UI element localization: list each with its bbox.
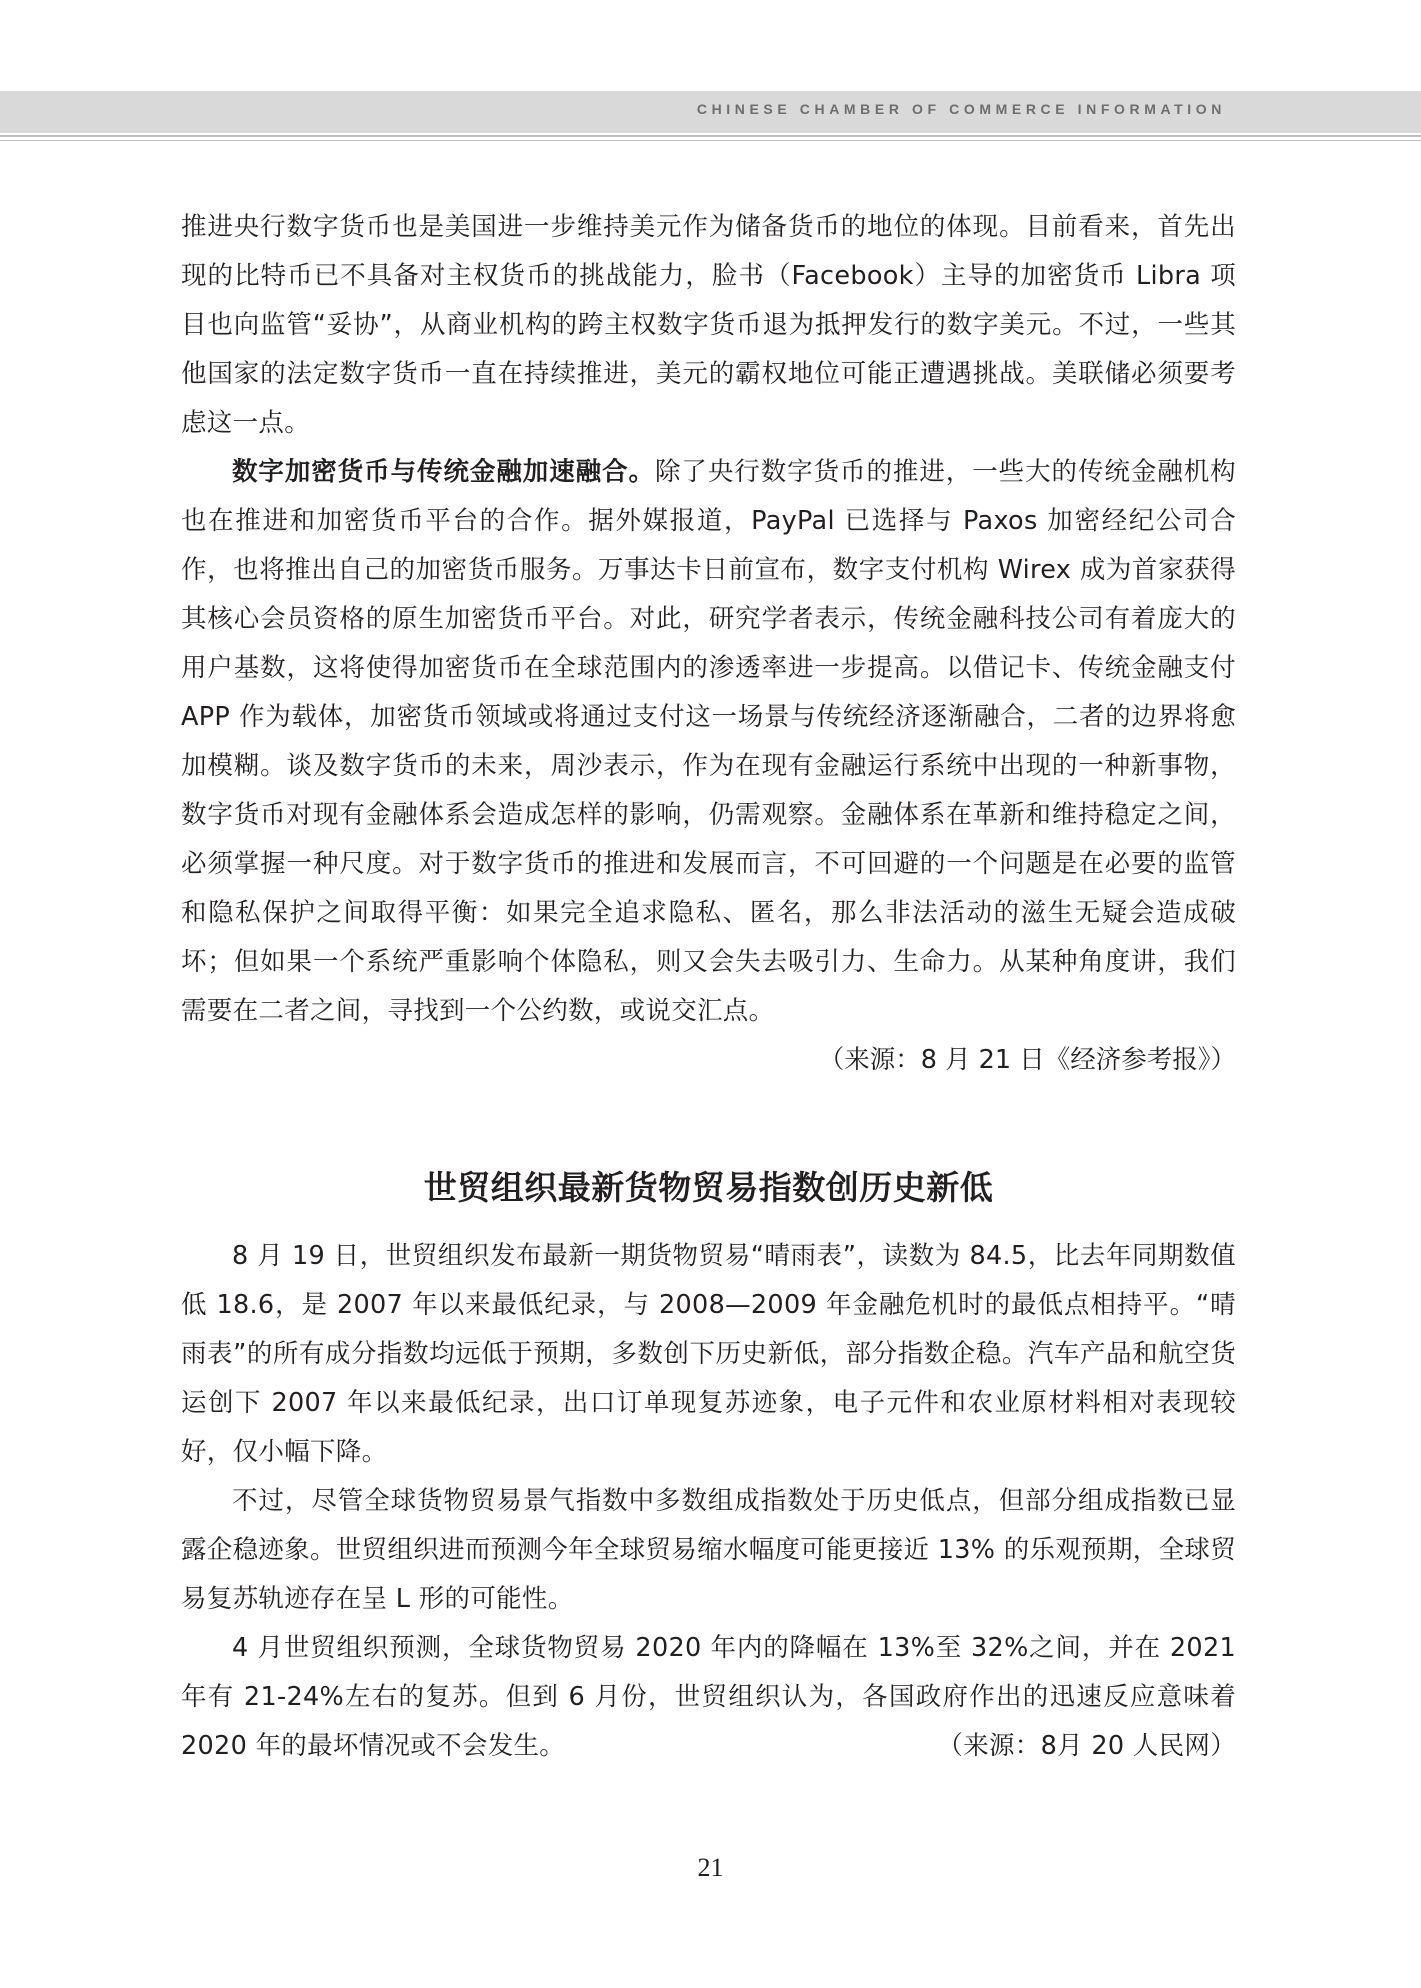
page-number: 21 [697,1853,724,1882]
article2-paragraph-1: 8 月 19 日，世贸组织发布最新一期货物贸易“晴雨表”，读数为 84.5，比去年同期数值低 18.6，是 2007 年以来最低纪录，与 2008—2009 年金融危机时的最低点相持平。“晴雨表”的所有成分指数均远低于预期，多数创下历史新低，部分指数企稳。汽车产品和航空货运创下 2007 年以来最低纪录，出口订单现复苏迹象，电子元件和农业原材料相对表现较好，仅小幅下降。 [181,1241,1236,1467]
article2-paragraph-2: 不过，尽管全球货物贸易景气指数中多数组成指数处于历史低点，但部分组成指数已显露企稳迹象。世贸组织进而预测今年全球贸易缩水幅度可能更接近 13% 的乐观预期，全球贸易复苏轨迹存在呈 L 形的可能性。 [181,1486,1236,1614]
paragraph-lead-heading: 数字加密货币与传统金融加速融合。 [232,457,655,487]
article2-body [181,1232,1236,1771]
header-rule-thin [0,140,1421,141]
article1-source: （来源：8 月 21 日《经济参考报》） [818,1045,1236,1075]
article1-paragraph-1: 推进央行数字货币也是美国进一步维持美元作为储备货币的地位的体现。目前看来，首先出现的比特币已不具备对主权货币的挑战能力，脸书（Facebook）主导的加密货币 Libra 项目也向监管“妥协”，从商业机构的跨主权数字货币退为抵押发行的数字美元。不过，一些其他国家的法定数字货币一直在持续推进，美元的霸权地位可能正遭遇挑战。美联储必须要考虑这一点。 [181,212,1236,438]
article2-paragraph-3 [181,1624,1236,1771]
header-rule [0,135,1421,137]
page-content [181,203,1236,1771]
article-title: 世贸组织最新货物贸易指数创历史新低 [423,1168,994,1207]
article1-paragraph-2 [181,448,1236,1036]
paragraph-body: 除了央行数字货币的推进，一些大的传统金融机构也在推进和加密货币平台的合作。据外媒报道，PayPal 已选择与 Paxos 加密经纪公司合作，也将推出自己的加密货币服务。万事达卡日前宣布，数字支付机构 Wirex 成为首家获得其核心会员资格的原生加密货币平台。对此，研究学者表示，传统金融科技公司有着庞大的用户基数，这将使得加密货币在全球范围内的渗透率进一步提高。以借记卡、传统金融支付 APP 作为载体，加密货币领域或将通过支付这一场景与传统经济逐渐融合，二者的边界将愈加模糊。谈及数字货币的未来，周沙表示，作为在现有金融运行系统中出现的一种新事物，数字货币对现有金融体系会造成怎样的影响，仍需观察。金融体系在革新和维持稳定之间，必须掌握一种尺度。对于数字货币的推进和发展而言，不可回避的一个问题是在必要的监管和隐私保护之间取得平衡：如果完全追求隐私、匿名，那么非法活动的滋生无疑会造成破坏；但如果一个系统严重影响个体隐私，则又会失去吸引力、生命力。从某种角度讲，我们需要在二者之间，寻找到一个公约数，或说交汇点。 [181,457,1236,1026]
publication-name: CHINESE CHAMBER OF COMMERCE INFORMATION [696,101,1226,117]
article2-source: （来源：8月 20 人民网） [937,1731,1236,1761]
paragraph-text: 4 月世贸组织预测，全球货物贸易 2020 年内的降幅在 13%至 32%之间，并在 2021 年有 21-24%左右的复苏。但到 6 月份，世贸组织认为，各国政府作出的迅速反应意味着 2020 年的最坏情况或不会发生。 [181,1633,1236,1761]
